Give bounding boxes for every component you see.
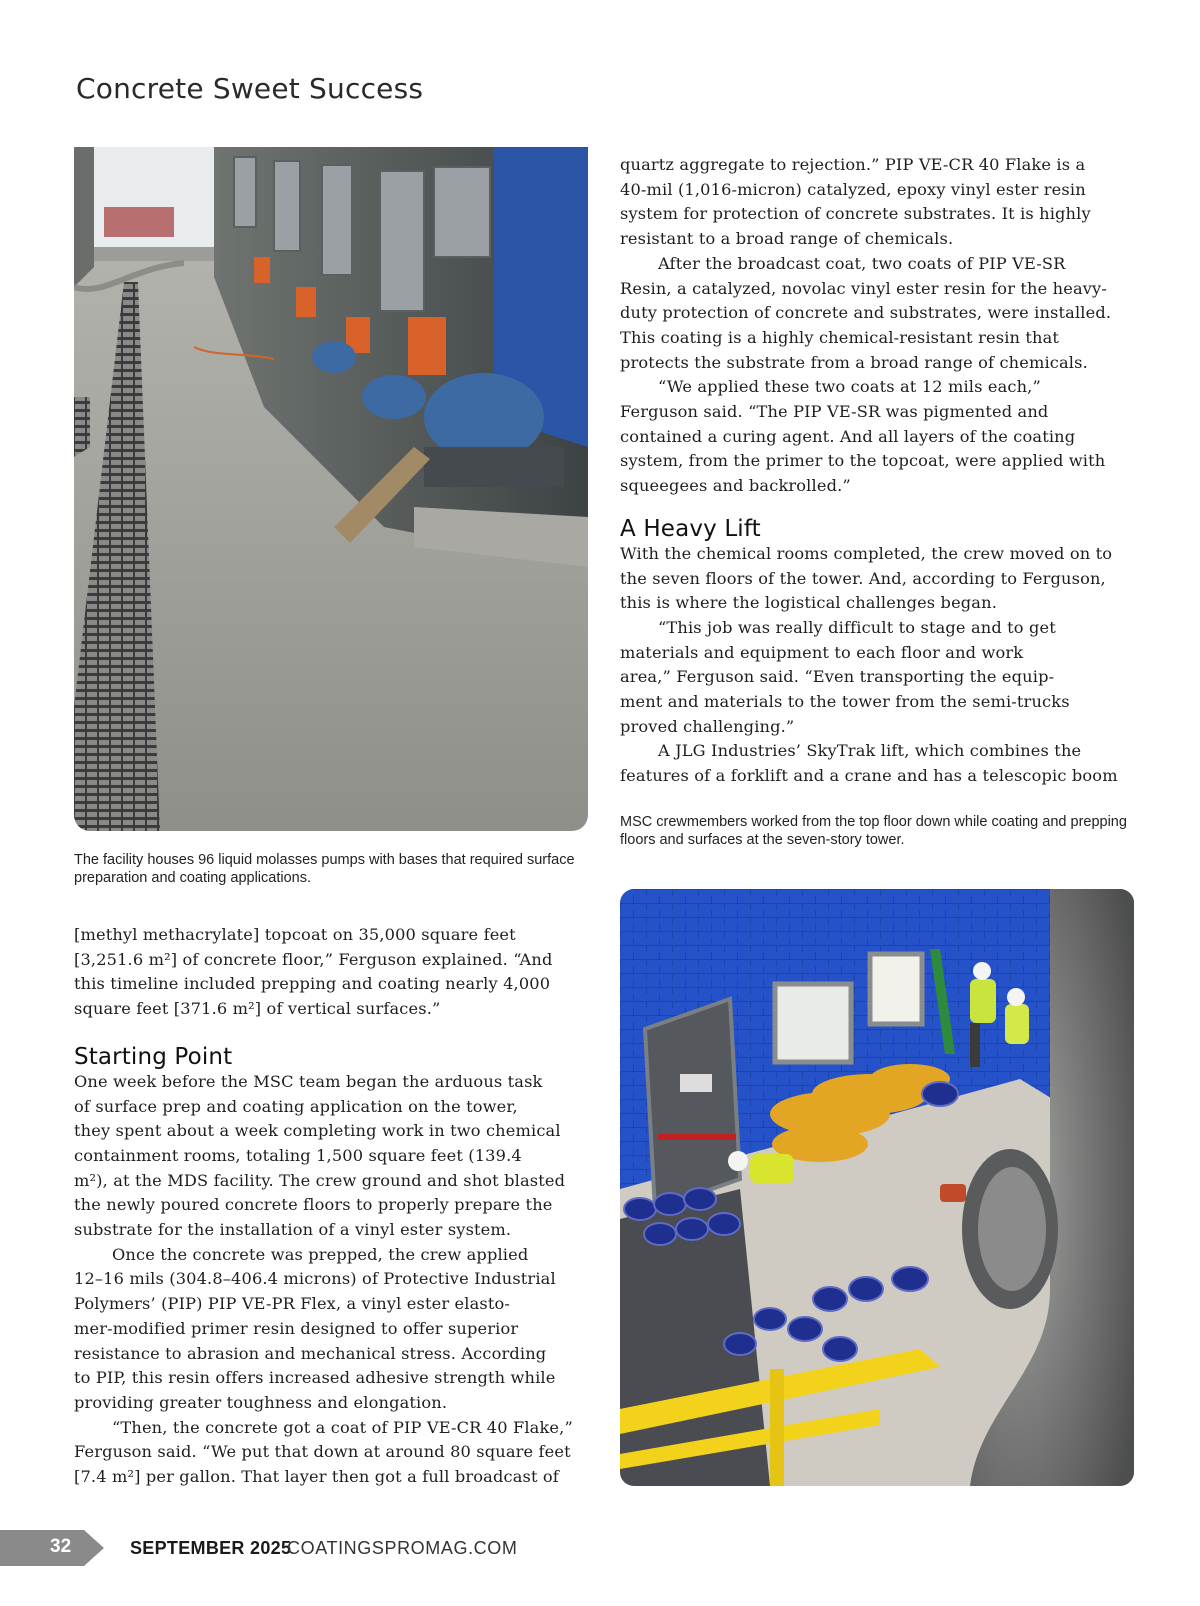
left-photo-caption: The facility houses 96 liquid molasses pumps with bases that required surface preparation and coating applications.: [74, 852, 575, 886]
paragraph: A JLG Industries’ SkyTrak lift, which combines the features of a forklift and a crane and has a telescopic boom: [620, 741, 1118, 786]
page-footer: [0, 1530, 1200, 1566]
paragraph: [methyl methacrylate] topcoat on 35,000 square feet [3,251.6 m²] of concrete floor,” Ferguson explained. “And this timeline included prepping and coating nearly 4,000 square feet [371.6 m²] of vertical surfaces.”: [74, 925, 553, 1019]
paragraph: One week before the MSC team began the arduous task of surface prep and coating application on the tower, they spent about a week completing work in two chemical containment rooms, totaling 1,500 square feet (139.4 m²), at the MDS facility. The crew ground and shot blasted the newly poured concrete floors to properly prepare the substrate for the installation of a vinyl ester system.: [74, 1071, 566, 1240]
pump-room-illustration: [74, 147, 588, 831]
left-text-column: [74, 923, 594, 1490]
paragraph: “Then, the concrete got a coat of PIP VE-CR 40 Flake,” Ferguson said. “We put that down at around 80 square feet [7.4 m²] per gallon. That layer then got a full broadcast of: [74, 1417, 573, 1487]
publication-site: COATINGSPROMAG.COM: [287, 1538, 518, 1558]
paragraph: After the broadcast coat, two coats of PIP VE-SR Resin, a catalyzed, novolac vinyl ester resin for the heavy- duty protection of concrete and substrates, were installed. This coating is a highly chemical-resistant resin that protects the substrate from a broad range of chemicals.: [620, 253, 1112, 372]
subheading-starting-point: Starting Point: [74, 1043, 233, 1070]
pump-room-photo: [74, 147, 588, 831]
issue-date: SEPTEMBER 2025: [130, 1538, 292, 1558]
paragraph: “This job was really difficult to stage and to get materials and equipment to each floor and work area,” Ferguson said. “Even transporting the equip- ment and materials to the tower from the semi-trucks proved challenging.”: [620, 617, 1070, 736]
paragraph: “We applied these two coats at 12 mils each,” Ferguson said. “The PIP VE-SR was pigmented and contained a curing agent. And all layers of the coating system, from the primer to the topcoat, were applied with squeegees and backrolled.”: [620, 377, 1106, 496]
page-number: 32: [50, 1536, 72, 1557]
paragraph: With the chemical rooms completed, the crew moved on to the seven floors of the tower. And, according to Ferguson, this is where the logistical challenges began.: [620, 543, 1113, 613]
paragraph: Once the concrete was prepped, the crew applied 12–16 mils (304.8–406.4 microns) of Protective Industrial Polymers’ (PIP) PIP VE-PR Flex, a vinyl ester elasto- mer-modified primer resin designed to offer superior resistance to abrasion and mechanical stress. According to PIP, this resin offers increased adhesive strength while providing greater toughness and elongation.: [74, 1244, 556, 1412]
right-photo-caption: MSC crewmembers worked from the top floor down while coating and prepping floors and surfaces at the seven-story tower.: [620, 814, 1127, 848]
tower-crew-illustration: [620, 889, 1134, 1486]
subheading-heavy-lift: A Heavy Lift: [620, 515, 761, 542]
right-text-column: [620, 153, 1140, 789]
section-title: Concrete Sweet Success: [76, 72, 424, 105]
tower-crew-photo: [620, 889, 1134, 1486]
paragraph: quartz aggregate to rejection.” PIP VE-CR 40 Flake is a 40-mil (1,016-micron) catalyzed, epoxy vinyl ester resin system for protection of concrete substrates. It is highly resistant to a broad range of chemicals.: [620, 155, 1091, 249]
